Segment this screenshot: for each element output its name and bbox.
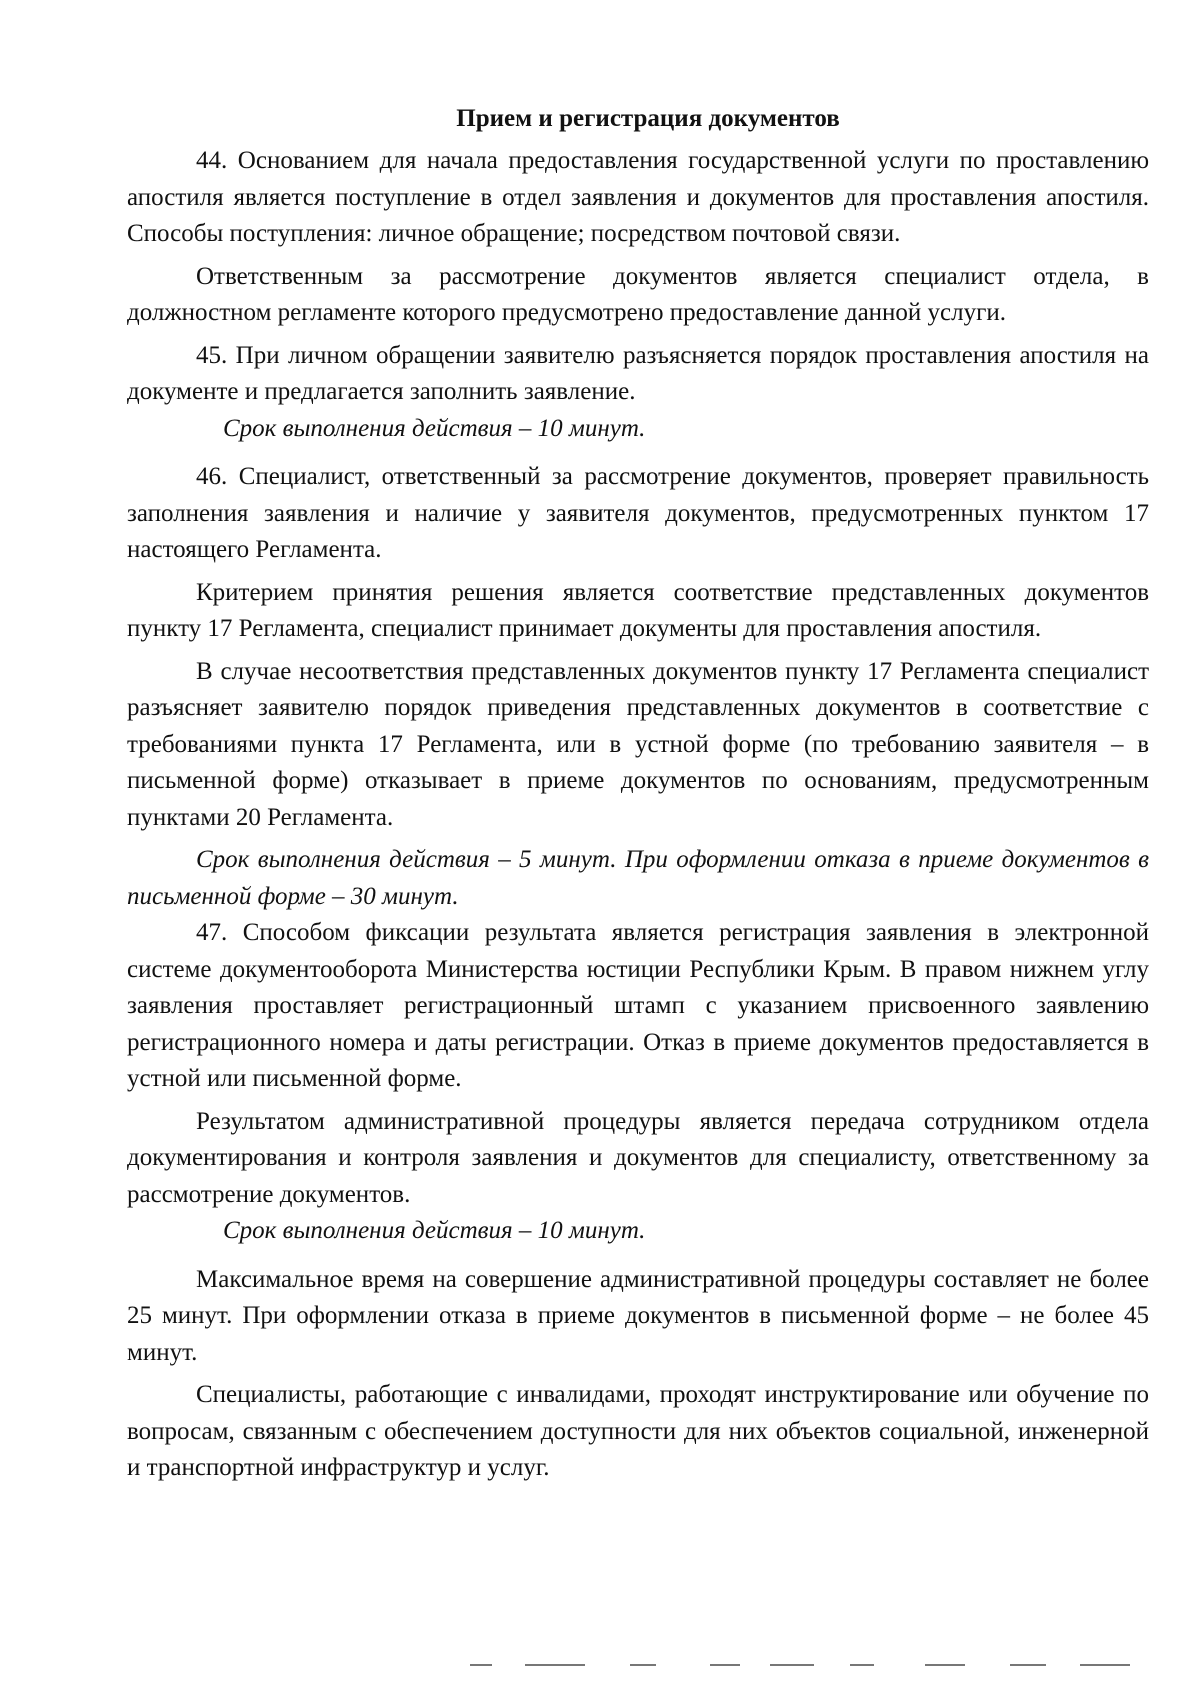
paragraph-max-time: Максимальное время на совершение административной процедуры составляет не более 25 минут. При оформлении отказа в приеме документов в письменной форме – не более 45 минут. — [127, 1265, 1149, 1366]
paragraph-disability-training: Специалисты, работающие с инвалидами, проходят инструктирование или обучение по вопросам, связанным с обеспечением доступности для них объектов социальной, инженерной и транспортной инфраструктур и услуг. — [127, 1381, 1149, 1481]
paragraph-responsible: Ответственным за рассмотрение документов является специалист отдела, в должностном регламенте которого предусмотрено предоставление данной услуги. — [127, 262, 1149, 326]
paragraph-46: 46. Специалист, ответственный за рассмотрение документов, проверяет правильность заполнения заявления и наличие у заявителя документов, предусмотренных пунктом 17 настоящего Регламента. — [127, 463, 1149, 563]
deadline-note: Срок выполнения действия – 10 минут. — [223, 414, 646, 442]
paragraph-47: 47. Способом фиксации результата является регистрация заявления в электронной системе документооборота Министерства юстиции Республики Крым. В правом нижнем углу заявления проставляет регистрационный штамп с указанием присвоенного заявлению регистрационного номера и даты регистрации. Отказ в приеме документов предоставляется в устной или письменной форме. — [127, 919, 1149, 1092]
deadline-note: Срок выполнения действия – 5 минут. При оформлении отказа в приеме документов в письменной форме – 30 минут. — [127, 846, 1149, 910]
paragraph-noncompliance: В случае несоответствия представленных документов пункту 17 Регламента специалист разъясняет заявителю порядок приведения представленных документов в соответствие с требованиями пункта 17 Регламента, или в устной форме (по требованию заявителя – в письменной форме) отказывает в приеме документов по основаниям, предусмотренным пунктами 20 Регламента. — [127, 657, 1149, 831]
section-title: Прием и регистрация документов — [456, 105, 840, 132]
paragraph-criterion: Критерием принятия решения является соответствие представленных документов пункту 17 Регламента, специалист принимает документы для проставления апостиля. — [127, 578, 1149, 642]
paragraph-45: 45. При личном обращении заявителю разъясняется порядок проставления апостиля на документе и предлагается заполнить заявление. — [127, 341, 1149, 405]
scan-artifact-marks — [470, 1664, 1190, 1670]
document-body — [127, 101, 1149, 1487]
deadline-note: Срок выполнения действия – 10 минут. — [223, 1217, 646, 1244]
paragraph-result: Результатом административной процедуры является передача сотрудником отдела документирования и контроля заявления и документов для специалисту, ответственному за рассмотрение документов. — [127, 1107, 1149, 1208]
paragraph-44: 44. Основанием для начала предоставления государственной услуги по проставлению апостиля является поступление в отдел заявления и документов для проставления апостиля. Способы поступления: личное обращение; посредством почтовой связи. — [127, 147, 1149, 247]
